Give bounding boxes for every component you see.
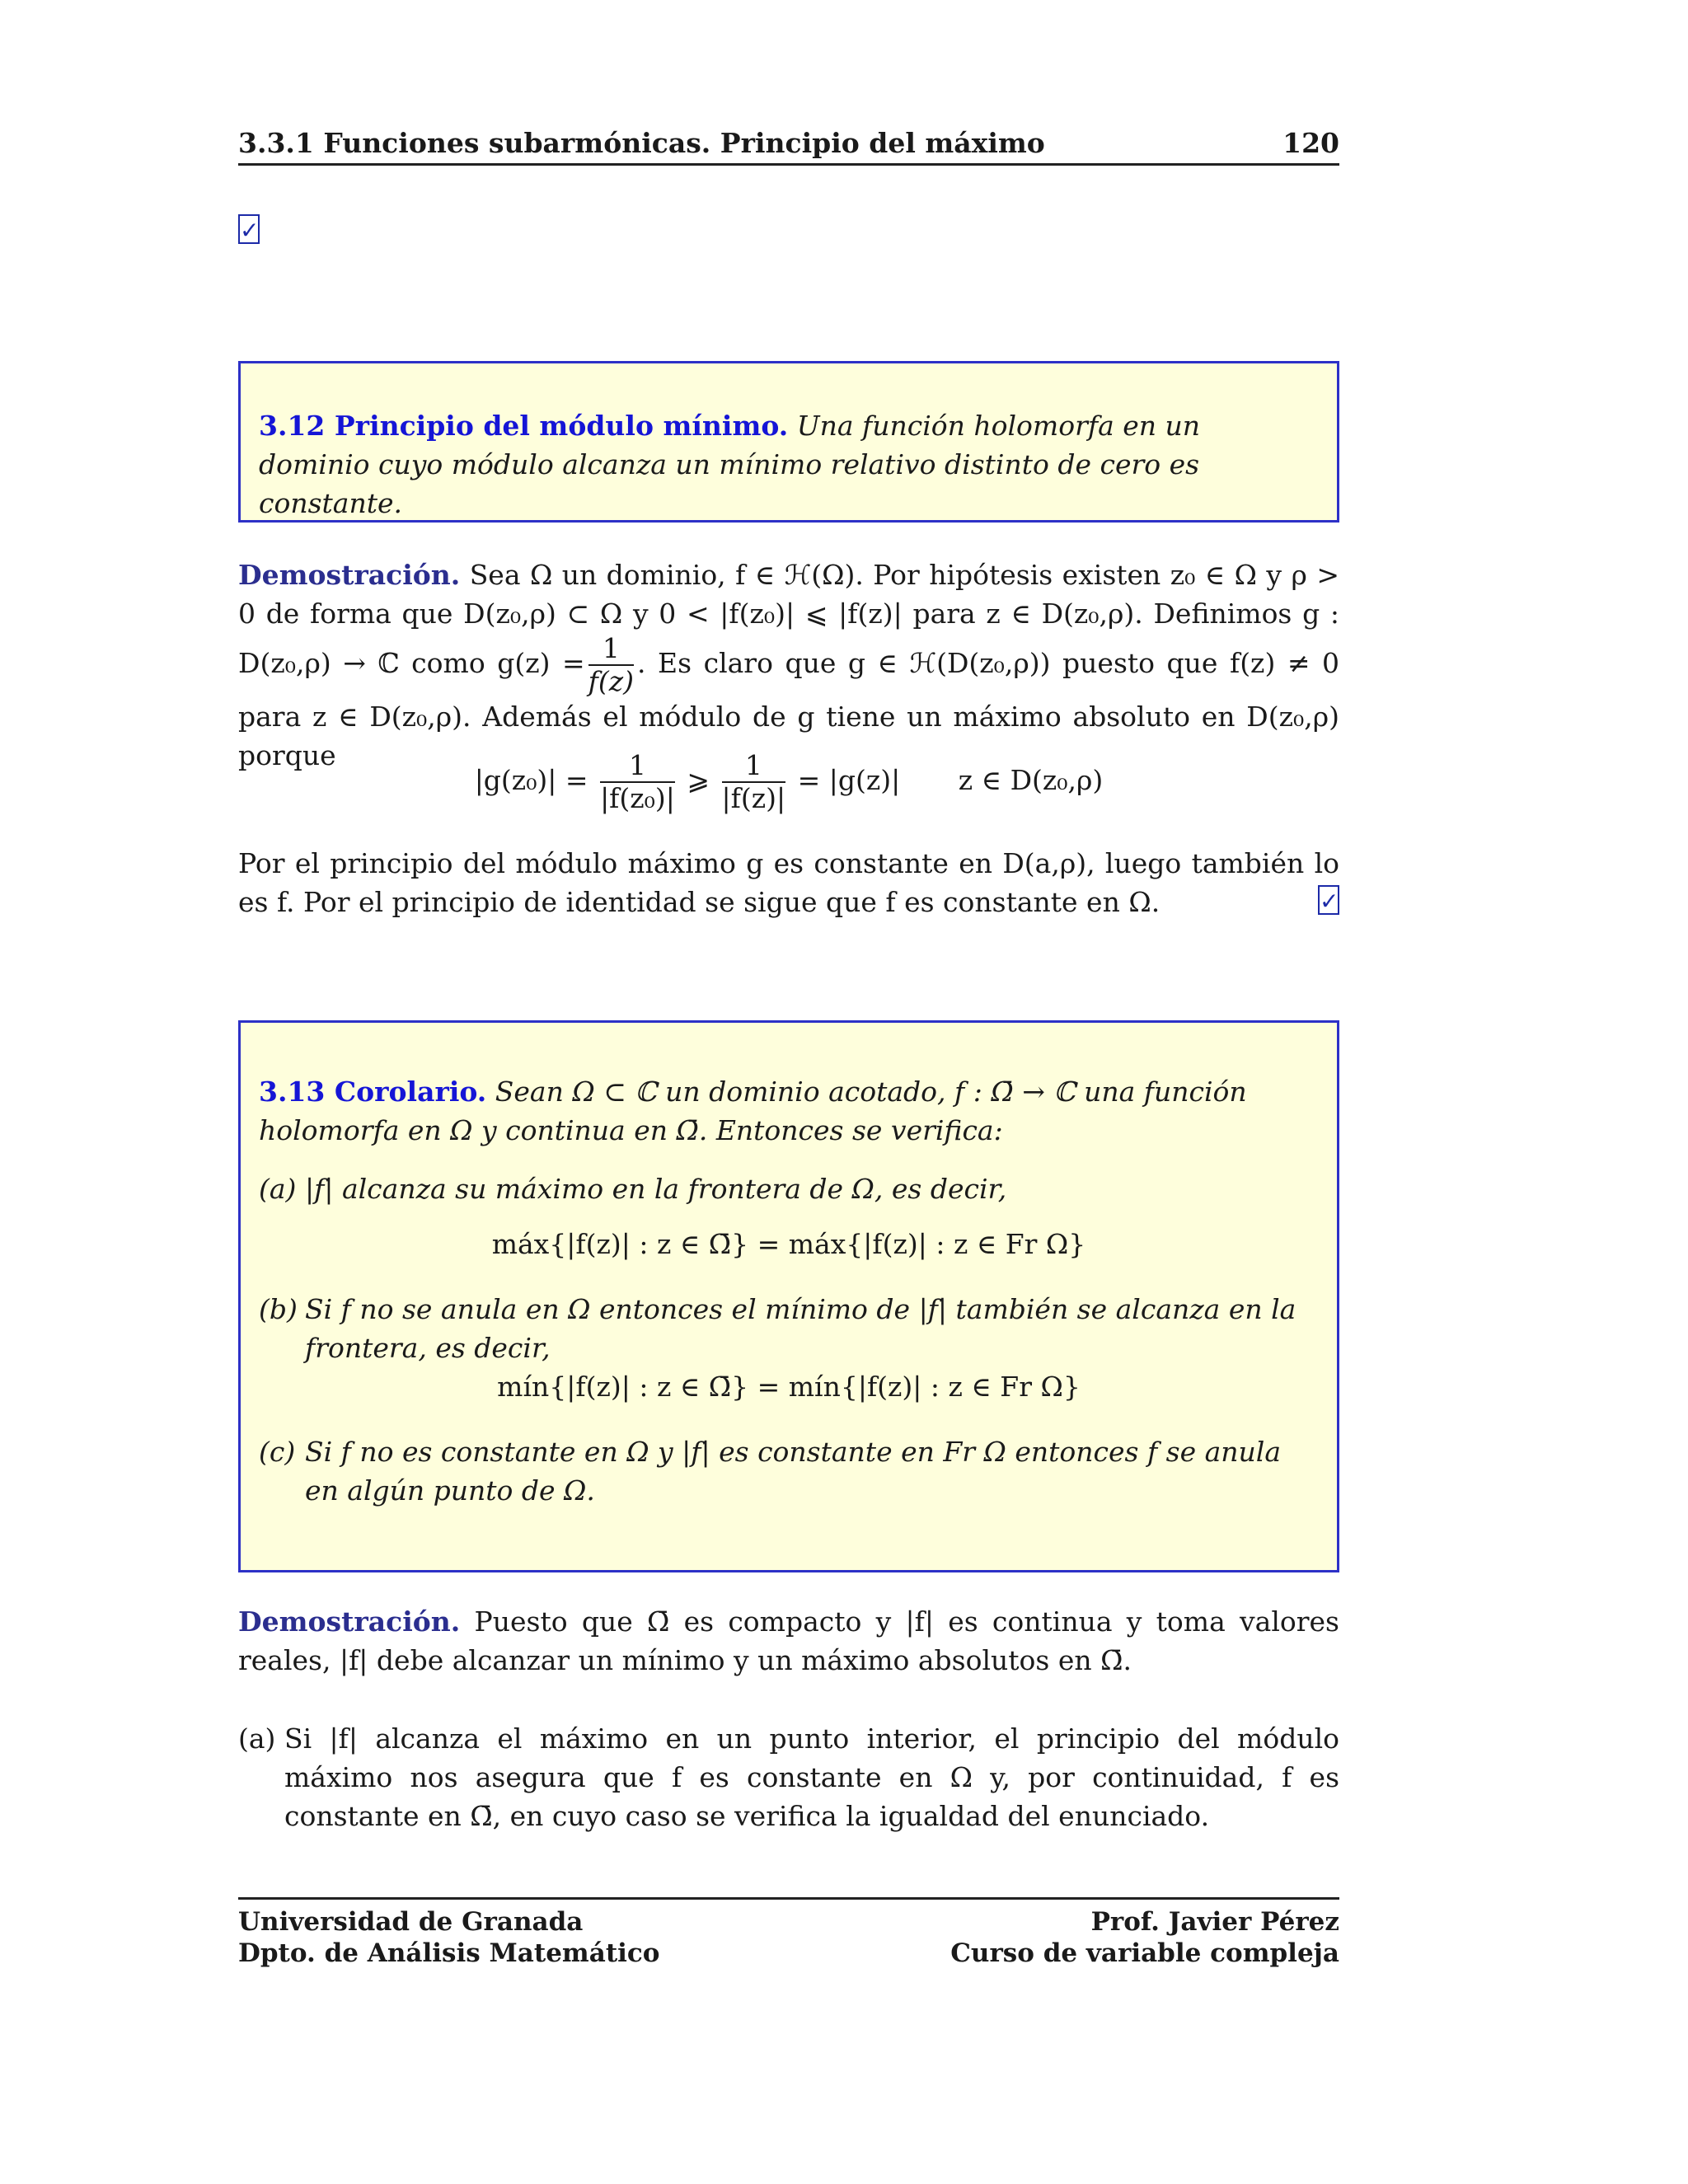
equation-condition: z ∈ D(z₀,ρ) bbox=[958, 764, 1104, 796]
qed-checkmark-icon: ✓ bbox=[238, 214, 260, 244]
proof-paragraph-1: Sea Ω un dominio, f ∈ ℋ(Ω). Por hipótesis existen z₀ ∈ Ω y ρ > 0 de forma que D(z₀,ρ) ⊂ Ω y 0 < |f(z₀)| ⩽ |f(z)| para z ∈ D(z₀,ρ). Definimos g : D(z₀,ρ) → ℂ como bbox=[238, 559, 1339, 679]
footer-department: Dpto. de Análisis Matemático bbox=[238, 1938, 660, 1968]
proof-label: Demostración. bbox=[238, 1605, 461, 1638]
fraction-numerator: 1 bbox=[600, 750, 675, 783]
page-header bbox=[238, 124, 1339, 166]
section-title: 3.3.1 Funciones subarmónicas. Principio del máximo bbox=[238, 127, 1045, 159]
item-label: (a) bbox=[259, 1173, 297, 1205]
corollary-intro: Sean Ω ⊂ ℂ un dominio acotado, f : Ω̄ → ℂ una función holomorfa en Ω y continua en Ω̄. Entonces se verifica: bbox=[259, 1076, 1247, 1146]
qed-checkmark-icon: ✓ bbox=[1318, 885, 1339, 915]
proof-label: Demostración. bbox=[238, 559, 461, 591]
equation-max: máx{|f(z)| : z ∈ Ω̄} = máx{|f(z)| : z ∈ Fr Ω} bbox=[491, 1228, 1086, 1260]
g-definition-lhs: g(z) = bbox=[497, 647, 585, 679]
footer-left bbox=[238, 1906, 659, 1969]
fraction-denominator: f(z) bbox=[588, 665, 635, 697]
footer-author: Prof. Javier Pérez bbox=[1090, 1907, 1339, 1937]
equation-rhs: = |g(z)| bbox=[797, 764, 901, 796]
corollary-3-13-box bbox=[238, 1020, 1339, 1572]
proof-paragraph-3: Por el principio del módulo máximo g es constante en D(a,ρ), luego también lo es f. Por el principio de identidad se sigue que f es constante en Ω. bbox=[238, 847, 1339, 918]
item-label: (c) bbox=[259, 1436, 296, 1468]
fraction-2 bbox=[722, 750, 786, 814]
footer-right bbox=[950, 1906, 1339, 1969]
proof-3-12 bbox=[238, 555, 1339, 775]
fraction-denominator: |f(z₀)| bbox=[600, 782, 675, 814]
proof-3-12-conclusion bbox=[238, 844, 1339, 921]
fraction-one-over-f bbox=[588, 633, 634, 697]
fraction-numerator: 1 bbox=[588, 633, 634, 666]
corollary-item-a bbox=[259, 1169, 1319, 1208]
fraction-1 bbox=[600, 750, 675, 814]
item-text: |f| alcanza su máximo en la frontera de Ω, es decir, bbox=[305, 1173, 1007, 1205]
proof-3-13 bbox=[238, 1602, 1339, 1680]
corollary-label: 3.13 Corolario. bbox=[259, 1076, 487, 1108]
proof-item-a bbox=[238, 1719, 1339, 1835]
footer-course: Curso de variable compleja bbox=[950, 1938, 1339, 1968]
item-text: Si f no es constante en Ω y |f| es constante en Fr Ω entonces f se anula en algún punto de Ω. bbox=[305, 1436, 1282, 1507]
item-text: Si |f| alcanza el máximo en un punto interior, el principio del módulo máximo nos asegura que f es constante en Ω y, por continuidad, f es constante en Ω̄, en cuyo caso se verifica la igualdad del enunciado. bbox=[284, 1722, 1339, 1832]
page-number: 120 bbox=[1282, 127, 1339, 159]
page bbox=[238, 0, 1340, 1968]
item-label: (b) bbox=[259, 1293, 298, 1325]
equation-min: mín{|f(z)| : z ∈ Ω̄} = mín{|f(z)| : z ∈ Fr Ω} bbox=[497, 1371, 1081, 1403]
proof-paragraph-2: . Es claro que g ∈ ℋ(D(z₀,ρ)) puesto que f(z) ≠ 0 para z ∈ D(z₀,ρ). Además el módulo de g tiene un máximo absoluto en D(z₀,ρ) porque bbox=[238, 647, 1340, 771]
footer-university: Universidad de Granada bbox=[238, 1907, 584, 1937]
fraction-numerator: 1 bbox=[722, 750, 786, 783]
item-label: (a) bbox=[238, 1722, 276, 1755]
equation-geq: ⩾ bbox=[687, 764, 710, 796]
item-text: Si f no se anula en Ω entonces el mínimo de |f| también se alcanza en la frontera, es decir, bbox=[305, 1293, 1296, 1364]
corollary-item-c bbox=[259, 1432, 1319, 1510]
proof-paragraph-1: Puesto que Ω̄ es compacto y |f| es continua y toma valores reales, |f| debe alcanzar un mínimo y un máximo absolutos en Ω̄. bbox=[238, 1605, 1339, 1676]
corollary-item-b bbox=[259, 1290, 1319, 1367]
fraction-denominator: |f(z)| bbox=[721, 782, 786, 814]
theorem-3-12-box bbox=[238, 361, 1339, 523]
display-equation-1 bbox=[238, 750, 1339, 814]
theorem-label: 3.12 Principio del módulo mínimo. bbox=[259, 410, 789, 442]
theorem-text: Una función holomorfa en un dominio cuyo módulo alcanza un mínimo relativo distinto de cero es constante. bbox=[259, 410, 1201, 519]
equation-lhs: |g(z₀)| = bbox=[474, 764, 588, 796]
page-footer bbox=[238, 1897, 1339, 1968]
